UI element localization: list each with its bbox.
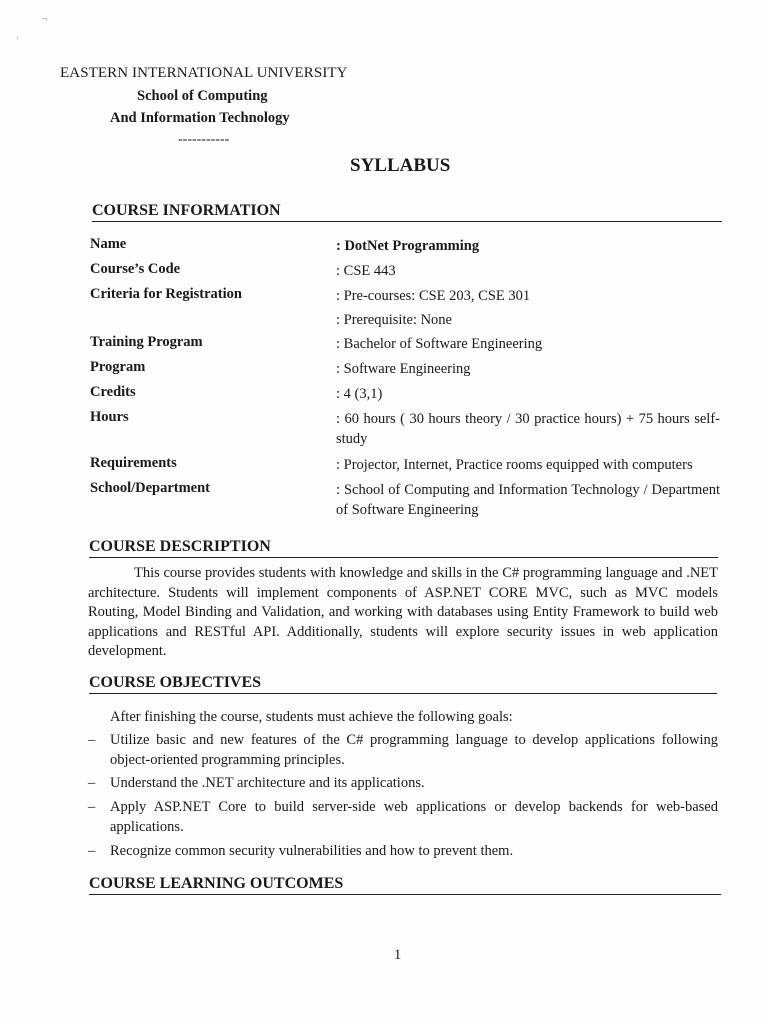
course-description-text <box>88 564 718 662</box>
section-heading-course-information: COURSE INFORMATION <box>92 202 722 222</box>
scan-mark: · <box>16 33 19 43</box>
section-heading-course-objectives: COURSE OBJECTIVES <box>89 674 717 694</box>
info-value: : Software Engineering <box>336 361 471 377</box>
info-value: : Projector, Internet, Practice rooms equipped with computers <box>336 457 693 473</box>
school-name-line2: And Information Technology <box>110 110 290 126</box>
document-title: SYLLABUS <box>350 155 451 176</box>
bullet-dash: – <box>88 732 96 748</box>
bullet-dash: – <box>88 775 96 791</box>
header-divider: ----------- <box>178 132 230 147</box>
info-value: : 4 (3,1) <box>336 386 383 402</box>
page-number: 1 <box>394 947 402 963</box>
list-item-text: Understand the .NET architecture and its applications. <box>110 775 425 791</box>
info-value: : Prerequisite: None <box>336 312 452 328</box>
course-description-body: This course provides students with knowledge and skills in the C# programming language and .NET architecture. Students will implement components of ASP.NET CORE MVC, such as MVC models Routing, Model Binding and Validation, and working with databases using Entity Framework to build web applications and RESTful API. Additionally, students will explore security issues in web application development. <box>88 565 718 660</box>
bullet-dash: – <box>88 799 96 815</box>
info-value: : CSE 443 <box>336 263 396 279</box>
info-value: : Bachelor of Software Engineering <box>336 336 543 352</box>
info-label: Requirements <box>90 455 177 471</box>
info-label: Name <box>90 236 127 252</box>
info-value: : School of Computing and Information Technology / Department of Software Engineering <box>336 482 720 518</box>
info-label: Course’s Code <box>90 261 181 277</box>
info-label: Credits <box>90 384 136 400</box>
info-value: : DotNet Programming <box>336 238 480 254</box>
list-item-text: Apply ASP.NET Core to build server-side web applications or develop backends for web-based applications. <box>110 799 718 835</box>
school-name-line1: School of Computing <box>137 88 268 104</box>
bullet-dash: – <box>88 843 96 859</box>
list-item-text: Recognize common security vulnerabilities and how to prevent them. <box>110 843 514 859</box>
scan-mark: ¬ <box>42 14 48 24</box>
objectives-intro: After finishing the course, students must achieve the following goals: <box>110 709 513 725</box>
info-label: Program <box>90 359 146 375</box>
section-heading-course-learning-outcomes: COURSE LEARNING OUTCOMES <box>89 875 721 895</box>
info-label: Training Program <box>90 334 203 350</box>
info-label: Hours <box>90 409 129 425</box>
info-label: School/Department <box>90 480 211 496</box>
university-name: EASTERN INTERNATIONAL UNIVERSITY <box>60 65 348 81</box>
info-value: : 60 hours ( 30 hours theory / 30 practice hours) + 75 hours self-study <box>336 411 720 447</box>
info-label: Criteria for Registration <box>90 286 242 302</box>
list-item-text: Utilize basic and new features of the C# programming language to develop applications following object-oriented programming principles. <box>110 732 718 768</box>
info-value: : Pre-courses: CSE 203, CSE 301 <box>336 288 531 304</box>
section-heading-course-description: COURSE DESCRIPTION <box>89 538 718 558</box>
